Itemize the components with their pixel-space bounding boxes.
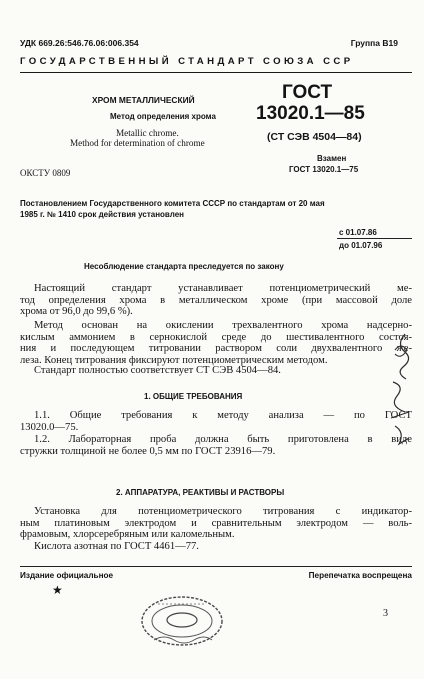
text-line: хрома от 96,0 до 99,6 %). [20, 306, 133, 318]
udk-code: УДК 669.26:546.76.06:006.354 [20, 38, 139, 48]
apparatus-paragraph [20, 506, 412, 541]
effective-to: до 01.07.96 [339, 241, 383, 250]
text-line: Метод основан на окислении трехвалентного хрома надсерно- [34, 320, 412, 331]
star-icon: ★ [52, 583, 63, 597]
clause-1-1 [20, 410, 412, 433]
section-heading-2: 2. АППАРАТУРА, РЕАКТИВЫ И РАСТВОРЫ [116, 488, 285, 497]
library-stamp-icon [136, 590, 228, 657]
intro-paragraph [20, 283, 412, 318]
resolution-line-1: Постановлением Государственного комитета СССР по стандартам от 20 мая [20, 199, 325, 208]
english-title: Metallic chrome. [116, 128, 179, 138]
text-line: ния и последующем титровании раствором соли двухвалентного же- [20, 343, 412, 355]
text-line: Установка для потенциометрического титрования с индикатор- [34, 506, 412, 517]
page-number: 3 [383, 608, 388, 619]
method-paragraph [20, 320, 412, 366]
english-subtitle: Method for determination of chrome [70, 138, 205, 148]
effective-from: с 01.07.86 [339, 228, 377, 237]
official-edition: Издание официальное [20, 571, 114, 580]
text-line: фрамовым, хлорсеребряным или каломельным. [20, 529, 235, 541]
okstu-code: ОКСТУ 0809 [20, 168, 71, 178]
footer-rule [20, 566, 412, 567]
text-line: стружки толщиной не более 0,5 мм по ГОСТ 23916—79. [20, 445, 276, 457]
text-line: 1.2. Лабораторная проба должна быть приготовлена в виде [34, 434, 412, 445]
section-heading-1: 1. ОБЩИЕ ТРЕБОВАНИЯ [144, 392, 243, 401]
reagent-paragraph [20, 541, 412, 553]
header-rule [20, 72, 412, 73]
text-line: ным платиновым электродом и сравнительным электродом — воль- [20, 517, 412, 529]
penalty-notice: Несоблюдение стандарта преследуется по закону [84, 262, 284, 271]
resolution-line-2: 1985 г. № 1410 срок действия установлен [20, 210, 184, 219]
sev-reference: (СТ СЭВ 4504—84) [267, 131, 362, 143]
group-code: Группа В19 [350, 38, 398, 48]
text-line: Настоящий стандарт устанавливает потенциометрический ме- [34, 283, 412, 294]
document-title: ХРОМ МЕТАЛЛИЧЕСКИЙ [92, 95, 195, 105]
clause-1-2 [20, 434, 412, 457]
text-line: Стандарт полностью соответствует СТ СЭВ 4504—84. [34, 365, 281, 376]
text-line: леза. Конец титрования фиксируют потенциометрическим методом. [20, 354, 328, 366]
reprint-prohibited: Перепечатка воспрещена [308, 571, 412, 580]
text-line: кислым аммонием в сернокислой среде до шестивалентного состоя- [20, 331, 412, 343]
text-line: 1.1. Общие требования к методу анализа — по ГОСТ [34, 410, 412, 421]
gost-number: 13020.1—85 [256, 103, 365, 124]
text-line: Кислота азотная по ГОСТ 4461—77. [34, 541, 199, 552]
text-line: 13020.0—75. [20, 421, 79, 433]
sev-paragraph [20, 365, 412, 377]
gost-label: ГОСТ [282, 82, 333, 103]
document-subtitle: Метод определения хрома [110, 112, 216, 121]
replaces-value: ГОСТ 13020.1—75 [289, 165, 359, 174]
replaces-label: Взамен [317, 154, 347, 163]
state-standard-banner: ГОСУДАРСТВЕННЫЙ СТАНДАРТ СОЮЗА ССР [20, 56, 354, 67]
date-rule [337, 238, 412, 239]
text-line: тод определения хрома в металлическом хроме (при массовой доле [20, 294, 412, 306]
handwritten-note-icon [383, 330, 419, 455]
